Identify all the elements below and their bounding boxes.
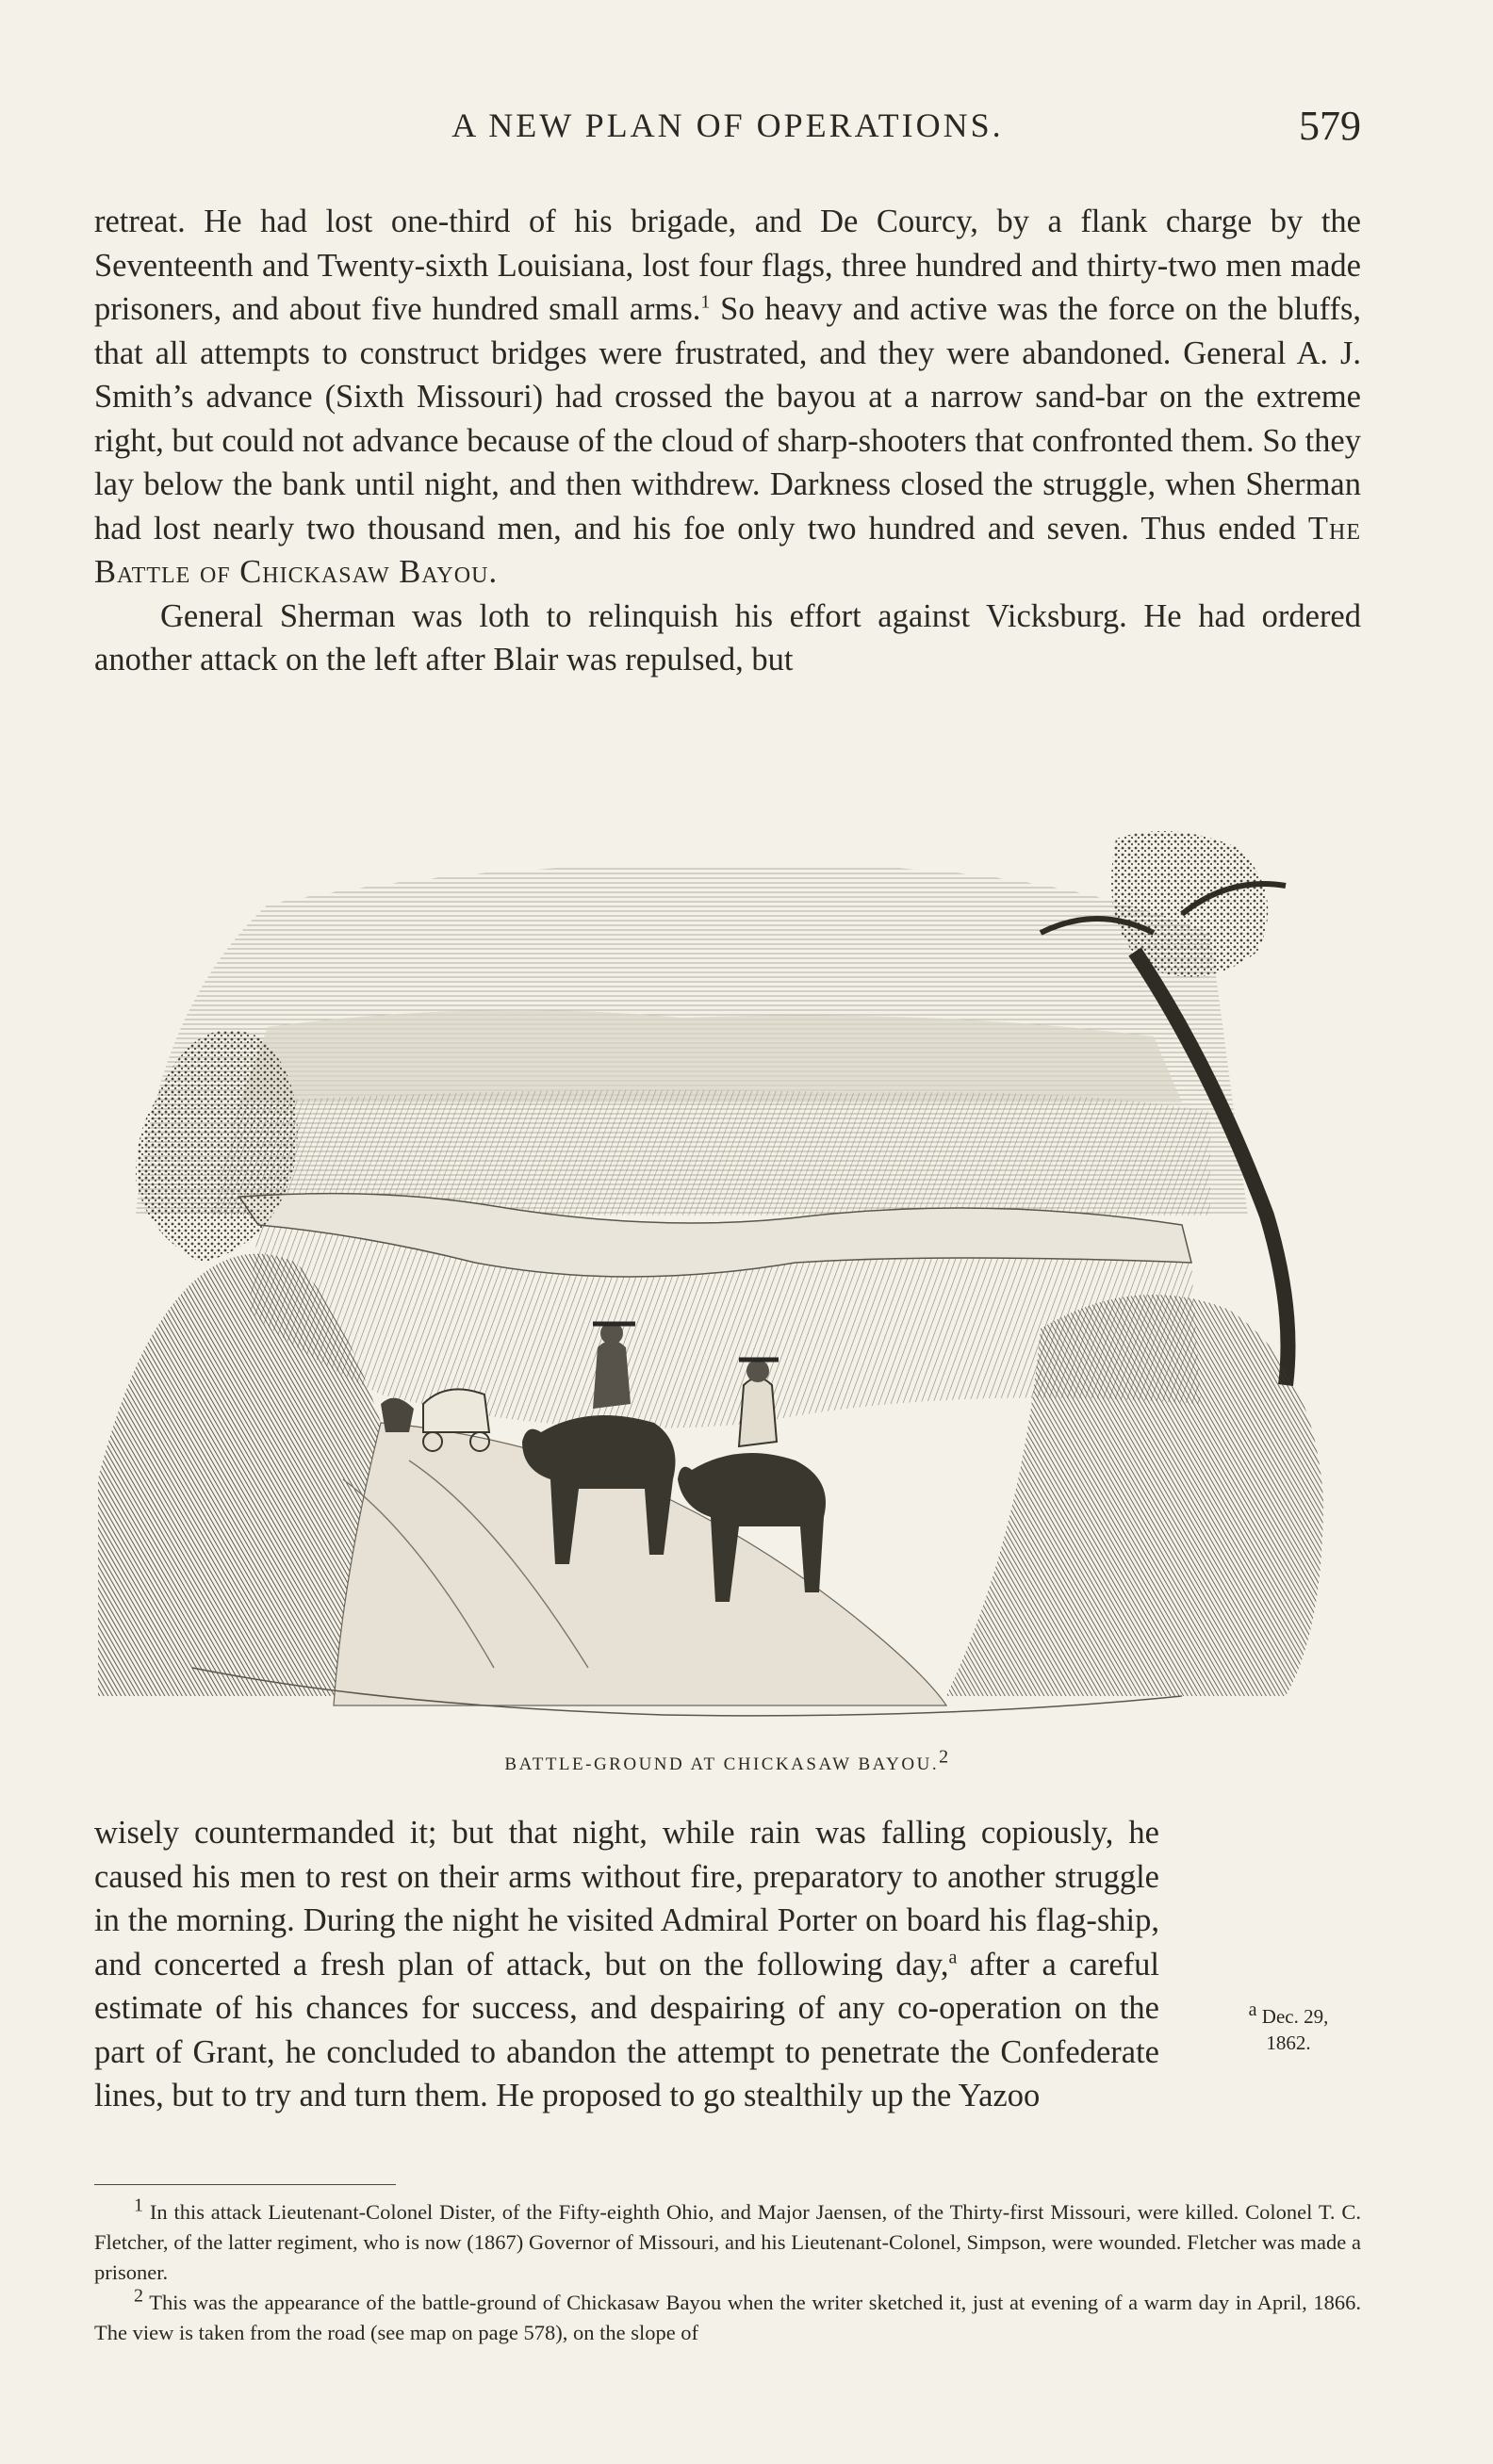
- footnote-mark: 1: [134, 2195, 143, 2216]
- footnote-2: [94, 2285, 1361, 2348]
- paragraph-text: .: [488, 554, 498, 590]
- footnotes: [94, 2197, 1361, 2348]
- margin-date-note: [1208, 1999, 1369, 2056]
- paragraph-text: wisely countermanded it; but that night, while rain was falling copiously, he caused his men to rest on their arms without fire, preparatory to another struggle in the morning. During the night he visited Admiral Porter on board his flag-ship, and concerted a fresh plan of attack, but on the following day,: [94, 1815, 1159, 1983]
- paragraph-text: retreat. He had lost one-third of his brigade, and De Courcy, by a flank charge by the Seventeenth and Twenty-sixth Louisiana, lost four flags, three hundred and thirty-two men made prisoners, and about five hundred small arms.: [94, 204, 1361, 327]
- footnote-1: [94, 2197, 1361, 2288]
- page-header: [94, 103, 1361, 155]
- footnote-mark: 2: [134, 2285, 143, 2307]
- footnote-text: This was the appearance of the battle-ground of Chickasaw Bayou when the writer sketched it, just at evening of a warm day in April, 1866. The view is taken from the road (see map on page 578), on the slope of: [94, 2291, 1361, 2344]
- engraving-illustration: [98, 820, 1361, 1734]
- battle-name-small-caps: The Battle of Chickasaw Bayou: [94, 510, 1361, 590]
- sidenote-ref-a: a: [948, 1947, 958, 1967]
- footnote-rule: [94, 2184, 396, 2185]
- margin-note-line: [1208, 1999, 1369, 2030]
- battle-ground-engraving: [98, 820, 1361, 1734]
- margin-note-date: Dec. 29,: [1261, 2005, 1329, 2028]
- margin-note-year: 1862.: [1266, 2032, 1311, 2054]
- lower-text-column: [94, 1811, 1159, 2118]
- footnote-ref-2: 2: [939, 1746, 951, 1768]
- paragraph-sherman: General Sherman was loth to relinquish his effort against Vicksburg. He had ordered another attack on the left after Blair was repulsed, but: [94, 597, 1361, 677]
- running-title: A NEW PLAN OF OPERATIONS.: [451, 106, 1004, 144]
- paragraph-text: So heavy and active was the force on the bluffs, that all attempts to construct bridges were frustrated, and they were abandoned. General A. J. Smith’s advance (Sixth Missouri) had crossed the bayou at a narrow sand-bar on the extreme right, but could not advance because of the cloud of sharp-shooters that confronted them. So they lay below the bank until night, and then withdrew. Darkness closed the struggle, when Sherman had lost nearly two thousand men, and his foe only two hundred and seven. Thus ended: [94, 291, 1361, 547]
- caption-text: BATTLE-GROUND AT CHICKASAW BAYOU.: [504, 1754, 940, 1774]
- footnote-ref-1: 1: [700, 291, 711, 313]
- paragraph-countermanded: [94, 1811, 1159, 2118]
- lower-text-block: [94, 1811, 1361, 2118]
- figure-caption: [94, 1746, 1361, 1775]
- paragraph-text: after a careful estimate of his chances for success, and despairing of any co-operation on the part of Grant, he concluded to abandon the attempt to penetrate the Confederate lines, but to try and turn them. He proposed to go stealthily up the Yazoo: [94, 1946, 1159, 2113]
- upper-text-block: [94, 200, 1361, 682]
- margin-note-mark: a: [1248, 1999, 1257, 2020]
- paragraph-retreat: [94, 200, 1361, 595]
- page-number: 579: [1299, 103, 1361, 149]
- footnote-text: In this attack Lieutenant-Colonel Dister, of the Fifty-eighth Ohio, and Major Jaensen, of the Thirty-first Missouri, were killed. Colonel T. C. Fletcher, of the latter regiment, who is now (1867) Governor of Missouri, and his Lieutenant-Colonel, Simpson, were wounded. Fletcher was made a prisoner.: [94, 2200, 1362, 2284]
